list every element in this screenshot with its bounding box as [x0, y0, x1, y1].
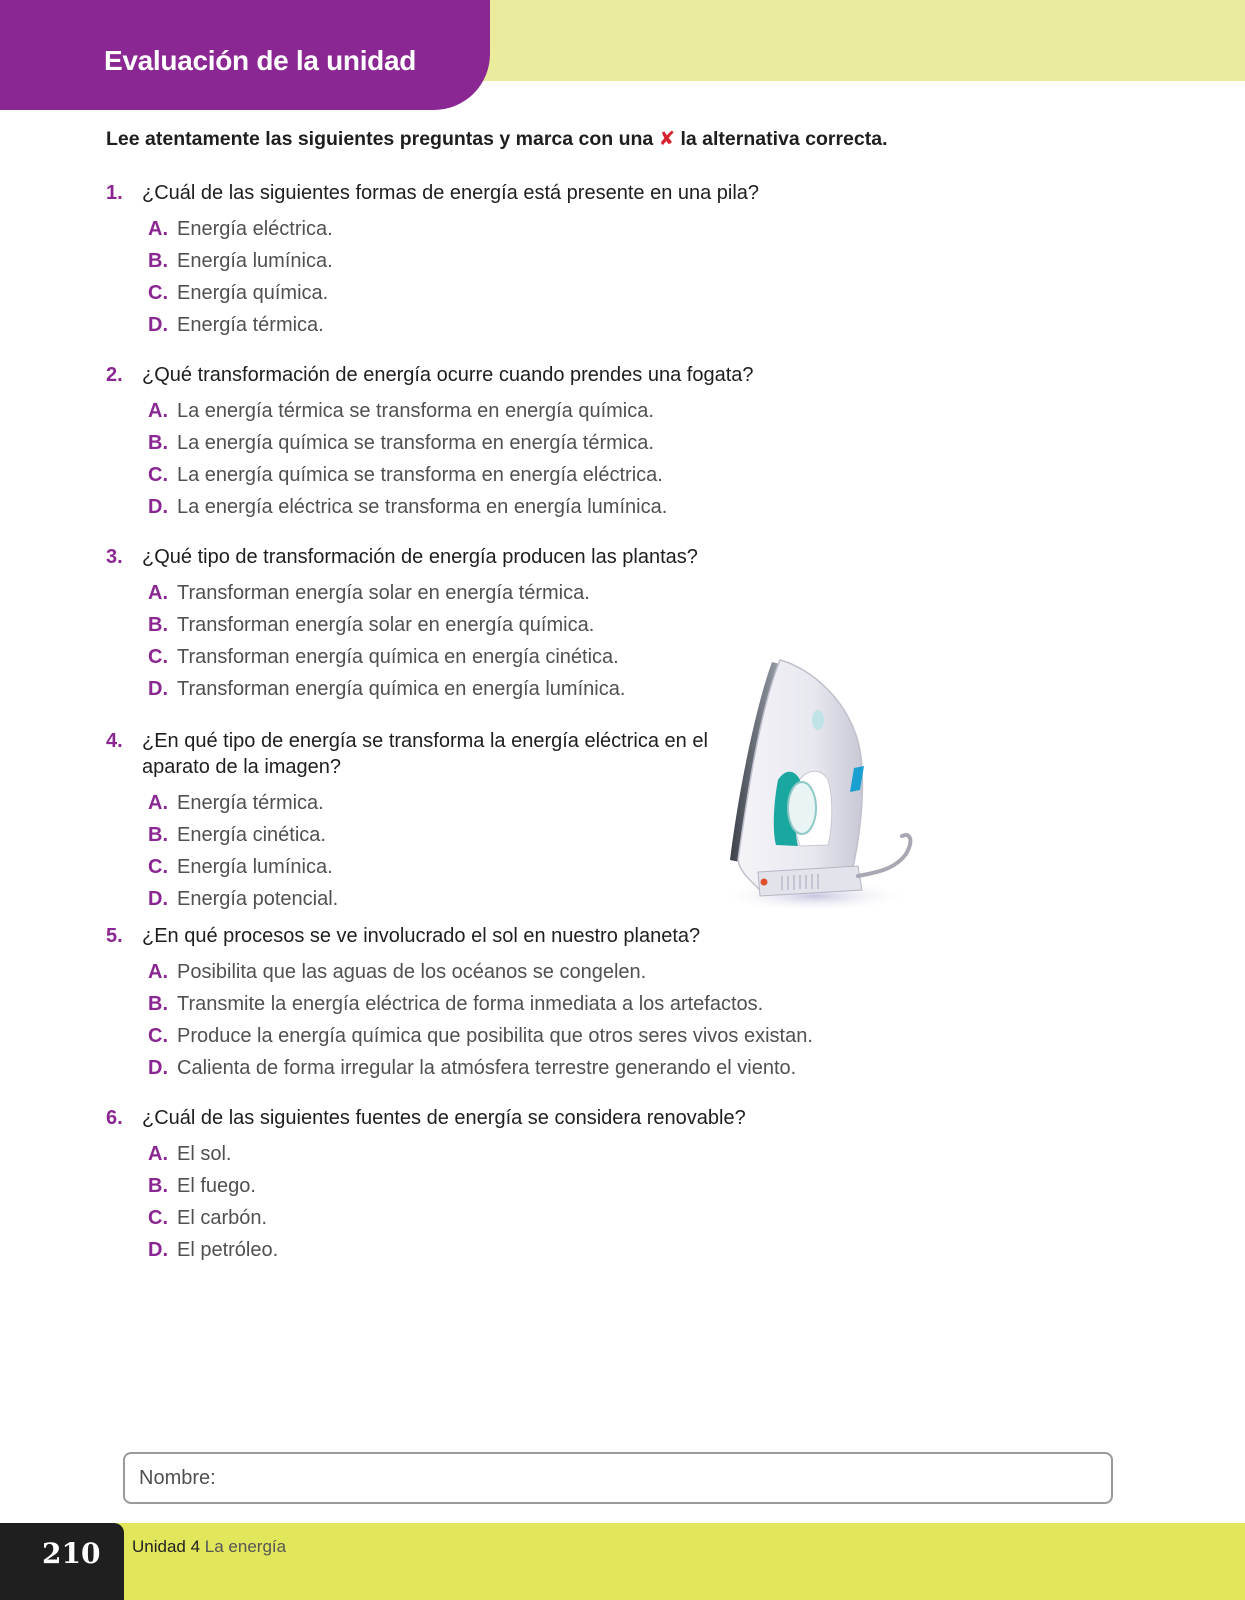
option-b[interactable] — [148, 609, 906, 641]
option-text: La energía química se transforma en energía térmica. — [177, 432, 654, 454]
option-c[interactable] — [148, 851, 716, 883]
option-text: Energía química. — [177, 282, 329, 304]
instructions — [106, 126, 1186, 152]
option-letter: C. — [148, 282, 168, 304]
page-title: Evaluación de la unidad — [104, 45, 417, 76]
question-text: ¿Cuál de las siguientes formas de energía está presente en una pila? — [142, 182, 760, 204]
option-text: El fuego. — [177, 1175, 256, 1197]
option-c[interactable] — [148, 277, 906, 309]
option-text: Calienta de forma irregular la atmósfera terrestre generando el viento. — [177, 1057, 797, 1079]
option-letter: B. — [148, 250, 168, 272]
options-list — [106, 213, 906, 341]
option-letter: A. — [148, 792, 168, 814]
option-letter: D. — [148, 314, 168, 336]
option-b[interactable] — [148, 819, 716, 851]
option-text: La energía térmica se transforma en energía química. — [177, 400, 654, 422]
page-number-box — [0, 1523, 124, 1600]
option-letter: A. — [148, 400, 168, 422]
options-list — [106, 956, 906, 1084]
option-letter: C. — [148, 646, 168, 668]
option-letter: A. — [148, 961, 168, 983]
option-text: Posibilita que las aguas de los océanos se congelen. — [177, 961, 647, 983]
option-text: Produce la energía química que posibilita que otros seres vivos existan. — [177, 1025, 813, 1047]
option-text: Energía cinética. — [177, 824, 326, 846]
option-a[interactable] — [148, 577, 906, 609]
question-number: 5. — [106, 925, 123, 947]
option-d[interactable] — [148, 1052, 906, 1084]
question-number: 3. — [106, 546, 123, 568]
option-a[interactable] — [148, 213, 906, 245]
option-letter: B. — [148, 993, 168, 1015]
option-d[interactable] — [148, 491, 906, 523]
question-6 — [106, 1105, 906, 1266]
instructions-text-before: Lee atentamente las siguientes preguntas y marca con una — [106, 128, 654, 150]
option-letter: B. — [148, 824, 168, 846]
option-text: El petróleo. — [177, 1239, 279, 1261]
option-text: Energía térmica. — [177, 314, 324, 336]
option-c[interactable] — [148, 459, 906, 491]
options-list — [106, 1138, 906, 1266]
option-letter: D. — [148, 678, 168, 700]
option-text: Energía térmica. — [177, 792, 324, 814]
question-text: ¿Qué transformación de energía ocurre cuando prendes una fogata? — [142, 364, 754, 386]
option-a[interactable] — [148, 1138, 906, 1170]
option-text: Energía lumínica. — [177, 250, 333, 272]
option-c[interactable] — [148, 1202, 906, 1234]
option-a[interactable] — [148, 395, 906, 427]
option-text: Transforman energía química en energía cinética. — [177, 646, 619, 668]
instructions-text-after: la alternativa correcta. — [680, 128, 888, 150]
option-letter: B. — [148, 432, 168, 454]
option-text: Energía potencial. — [177, 888, 339, 910]
option-text: Energía eléctrica. — [177, 218, 333, 240]
unit-label: Unidad 4 — [132, 1537, 201, 1556]
option-text: La energía eléctrica se transforma en energía lumínica. — [177, 496, 668, 518]
options-list — [106, 395, 906, 523]
option-letter: C. — [148, 1207, 168, 1229]
option-letter: A. — [148, 582, 168, 604]
option-d[interactable] — [148, 883, 716, 915]
question-text: ¿En qué tipo de energía se transforma la energía eléctrica en el aparato de la imagen? — [142, 730, 708, 778]
question-text: ¿En qué procesos se ve involucrado el sol en nuestro planeta? — [142, 925, 701, 947]
page-number: 210 — [42, 1537, 101, 1570]
footer-unit — [132, 1537, 286, 1557]
option-text: La energía química se transforma en energía eléctrica. — [177, 464, 663, 486]
option-text: El carbón. — [177, 1207, 268, 1229]
option-letter: D. — [148, 888, 168, 910]
option-letter: D. — [148, 496, 168, 518]
option-b[interactable] — [148, 988, 906, 1020]
option-b[interactable] — [148, 1170, 906, 1202]
option-b[interactable] — [148, 245, 906, 277]
name-label: Nombre: — [139, 1467, 216, 1489]
option-letter: C. — [148, 464, 168, 486]
options-list — [106, 787, 716, 915]
option-letter: D. — [148, 1057, 168, 1079]
option-text: Transmite la energía eléctrica de forma inmediata a los artefactos. — [177, 993, 764, 1015]
footer-band — [0, 1523, 1245, 1600]
option-a[interactable] — [148, 787, 716, 819]
option-c[interactable] — [148, 1020, 906, 1052]
option-d[interactable] — [148, 1234, 906, 1266]
option-letter: D. — [148, 1239, 168, 1261]
name-field[interactable] — [123, 1452, 1113, 1504]
option-letter: A. — [148, 1143, 168, 1165]
question-text: ¿Qué tipo de transformación de energía producen las plantas? — [142, 546, 698, 568]
question-number: 6. — [106, 1107, 123, 1129]
option-text: El sol. — [177, 1143, 232, 1165]
x-mark-icon: ✘ — [658, 128, 676, 150]
option-letter: B. — [148, 614, 168, 636]
question-number: 4. — [106, 730, 123, 752]
option-letter: C. — [148, 856, 168, 878]
option-letter: C. — [148, 1025, 168, 1047]
question-1 — [106, 180, 906, 341]
option-d[interactable] — [148, 309, 906, 341]
clothes-iron-illustration — [700, 640, 950, 920]
unit-name: La energía — [204, 1537, 287, 1556]
option-letter: A. — [148, 218, 168, 240]
option-a[interactable] — [148, 956, 906, 988]
question-text: ¿Cuál de las siguientes fuentes de energía se considera renovable? — [142, 1107, 746, 1129]
option-b[interactable] — [148, 427, 906, 459]
option-text: Energía lumínica. — [177, 856, 333, 878]
question-number: 2. — [106, 364, 123, 386]
option-text: Transforman energía química en energía lumínica. — [177, 678, 626, 700]
option-letter: B. — [148, 1175, 168, 1197]
question-5 — [106, 923, 906, 1084]
question-2 — [106, 362, 906, 523]
question-number: 1. — [106, 182, 123, 204]
question-4 — [106, 728, 716, 915]
option-text: Transforman energía solar en energía química. — [177, 614, 595, 636]
option-text: Transforman energía solar en energía térmica. — [177, 582, 590, 604]
